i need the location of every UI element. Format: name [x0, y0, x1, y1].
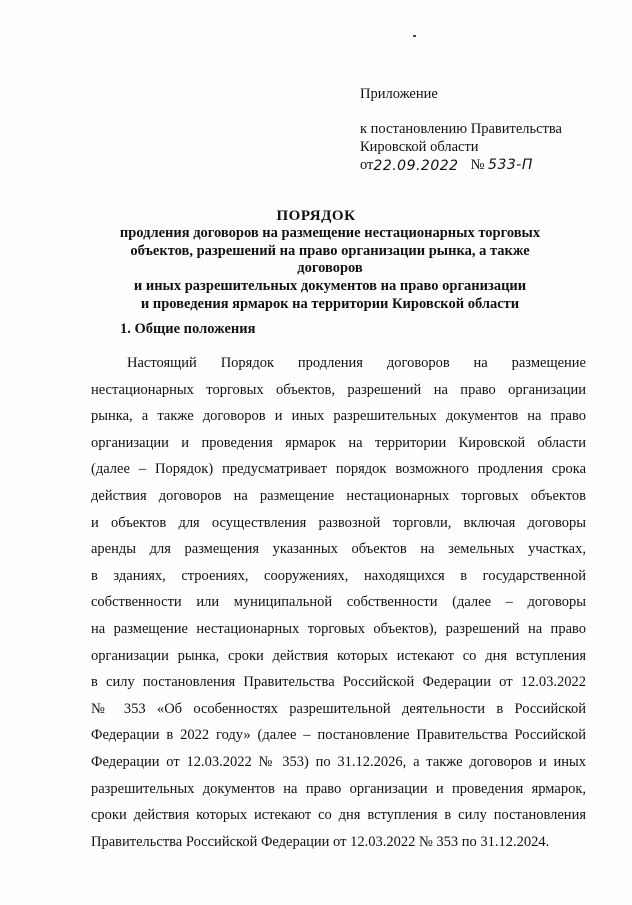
appendix-title-text: Приложение: [360, 86, 438, 102]
appendix-ref-line1: к постановлению Правительства: [360, 121, 562, 137]
scan-speck: [413, 35, 416, 37]
body-line: собственности или муниципальной собственности (далее – договоры: [91, 594, 586, 611]
body-line: (далее – Порядок) предусматривает порядок возможного продления срока: [91, 461, 586, 478]
appendix-reference: [360, 120, 562, 174]
document-title: ПОРЯДОК: [276, 208, 356, 224]
body-line: сроки действия которых истекают со дня вступления в силу постановления: [91, 807, 586, 824]
handwritten-date: 22.09.2022: [373, 158, 459, 174]
body-line: и объектов для осуществления развозной торговли, включая договоры: [91, 514, 586, 531]
body-line: № 353 «Об особенностях разрешительной деятельности в Российской: [91, 700, 586, 717]
subtitle-line: и иных разрешительных документов на право организации: [133, 278, 527, 295]
number-prefix: №: [470, 157, 485, 173]
appendix-date-line: [360, 156, 562, 174]
subtitle-line: объектов, разрешений на право организации рынка, а также договоров: [130, 242, 530, 277]
body-line: организации и проведения ярмарок на территории Кировской области: [91, 434, 586, 451]
section-heading: 1. Общие положения: [120, 321, 256, 337]
body-line: Федерации в 2022 году» (далее – постановление Правительства Российской: [91, 727, 586, 744]
body-line: разрешительных документов на право организации и проведения ярмарок,: [91, 780, 586, 797]
body-line: в силу постановления Правительства Российской Федерации от 12.03.2022: [91, 674, 586, 691]
body-line: действия договоров на размещение нестационарных торговых объектов: [91, 487, 586, 504]
appendix-title: [360, 85, 438, 103]
body-line: Настоящий Порядок продления договоров на размещение: [127, 355, 586, 371]
subtitle-line: продления договоров на размещение нестационарных торговых: [119, 225, 541, 241]
body-line: в зданиях, строениях, сооружениях, находящихся в государственной: [91, 567, 586, 584]
body-line: Федерации от 12.03.2022 № 353) по 31.12.2026, а также договоров и иных: [91, 753, 586, 770]
faint-stamp-mark: [400, 680, 460, 695]
body-line: на размещение нестационарных торговых объектов), разрешений на право: [91, 620, 586, 637]
body-paragraph: [91, 350, 586, 855]
body-line: организации рынка, сроки действия которых истекают со дня вступления: [91, 647, 586, 664]
body-line: аренды для размещения указанных объектов на земельных участках,: [91, 541, 586, 558]
handwritten-number: 533-П: [488, 157, 533, 173]
document-subtitle: [100, 225, 560, 314]
date-prefix: от: [360, 157, 374, 173]
subtitle-line: и проведения ярмарок на территории Кировской области: [140, 295, 520, 312]
body-line: рынка, а также договоров и иных разрешительных документов на право: [91, 408, 586, 425]
body-line: нестационарных торговых объектов, разрешений на право организации: [91, 381, 586, 398]
appendix-ref-line2: Кировской области: [360, 139, 479, 155]
body-line: Правительства Российской Федерации от 12.03.2022 № 353 по 31.12.2024.: [91, 833, 550, 850]
